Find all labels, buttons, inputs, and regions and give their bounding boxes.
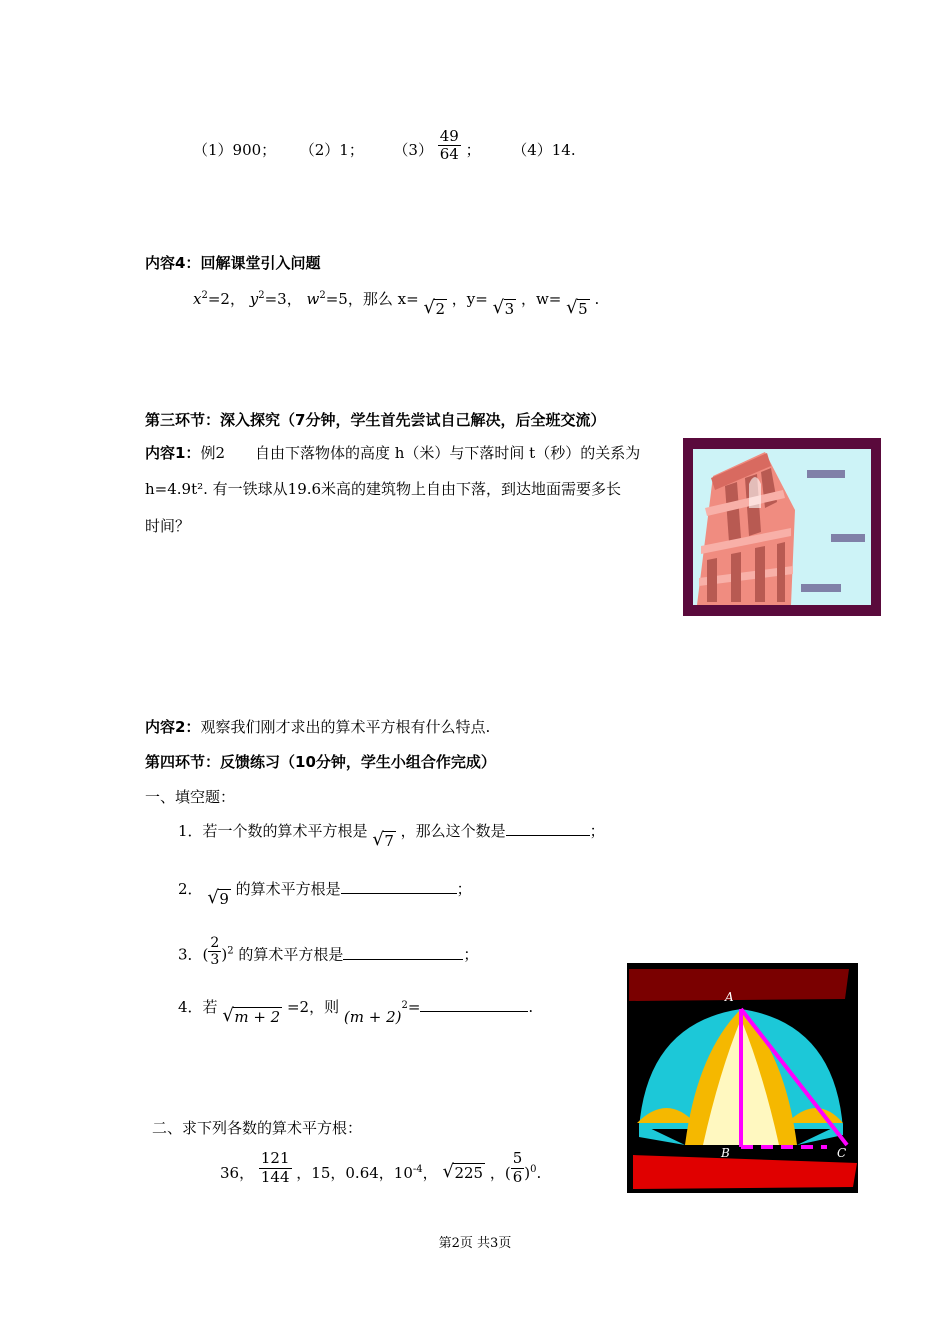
answer-3-label: （3） <box>393 140 433 159</box>
dome-triangle-diagram <box>627 963 858 1193</box>
fill-blank-heading: 一、填空题： <box>145 788 236 806</box>
content4-heading: 内容4：回解课堂引入问题 <box>145 254 321 272</box>
content1-line1: 内容1：例2 自由下落物体的高度 h（米）与下落时间 t（秒）的关系为 <box>145 444 641 462</box>
question-3: 3．( $\frac{2}{3}$ )$^2$ 的算术平方根是 ； <box>178 935 479 969</box>
sqrt-heading: 二、求下列各数的算术平方根： <box>152 1119 363 1137</box>
blank-3[interactable] <box>343 945 463 960</box>
page-footer: 第2页 共3页 <box>438 1236 512 1251</box>
sqrt-2: √ 2 <box>423 297 445 318</box>
sqrt-5: √ 5 <box>566 297 588 318</box>
q3-fraction: $\frac{2}{3}$ <box>210 935 220 969</box>
sqrt-m-plus-2: √ m + 2 <box>222 1005 281 1026</box>
answer-3-fraction: $\frac{49}{64}$ <box>439 127 459 164</box>
label-C: C <box>837 1146 847 1160</box>
question-2: 2． √ 9 的算术平方根是 ； <box>178 880 472 908</box>
blank-2[interactable] <box>341 879 457 894</box>
section4-title: 第四环节：反馈练习（10分钟，学生小组合作完成） <box>145 753 496 771</box>
content4-equation: $x^2=2$， $y^2=3$， $w^2=5$，那么 x= √ 2 ，y= √ 3 ，w= √ 5 . <box>193 290 600 318</box>
blank-4[interactable] <box>420 997 528 1012</box>
leaning-tower-image <box>683 438 881 616</box>
sqrt-9: √ 9 <box>207 887 229 908</box>
answer-1: （1）900； <box>193 140 277 159</box>
answer-4: （4）14. <box>512 140 576 159</box>
content1-line3: 时间？ <box>145 517 191 535</box>
content1-line2: h=4.9t². 有一铁球从19.6米高的建筑物上自由下落，到达地面需要多长 <box>145 480 622 498</box>
fraction-121-144: $\frac{121}{144}$ <box>260 1149 290 1186</box>
answer-2: （2）1； <box>299 140 364 159</box>
blank-1[interactable] <box>506 821 590 836</box>
sqrt-7: √ 7 <box>372 829 394 850</box>
question-1: 1．若一个数的算术平方根是 √ 7 ，那么这个数是 ； <box>178 822 605 850</box>
question-4: 4．若 √ m + 2 =2，则 $(m + 2)^2=$ . <box>178 998 534 1026</box>
content2: 内容2：观察我们刚才求出的算术平方根有什么特点. <box>145 718 491 736</box>
section3-title: 第三环节：深入探究（7分钟，学生首先尝试自己解决，后全班交流） <box>145 411 606 429</box>
fraction-5-6: $\frac{5}{6}$ <box>512 1149 523 1186</box>
answers-row: （1）900； （2）1； （3） $\frac{49}{64}$ ； （4）14. <box>193 127 576 164</box>
sqrt-225: √ 225 <box>442 1161 484 1182</box>
sqrt-3: √ 3 <box>492 297 515 318</box>
label-A: A <box>725 990 734 1004</box>
number-list: 36， $\frac{121}{144}$ ，15，0.64，$10^{-4}$， √ 225 ，( $\frac{5}{6}$ )$^0$. <box>220 1149 542 1186</box>
label-B: B <box>721 1146 730 1160</box>
